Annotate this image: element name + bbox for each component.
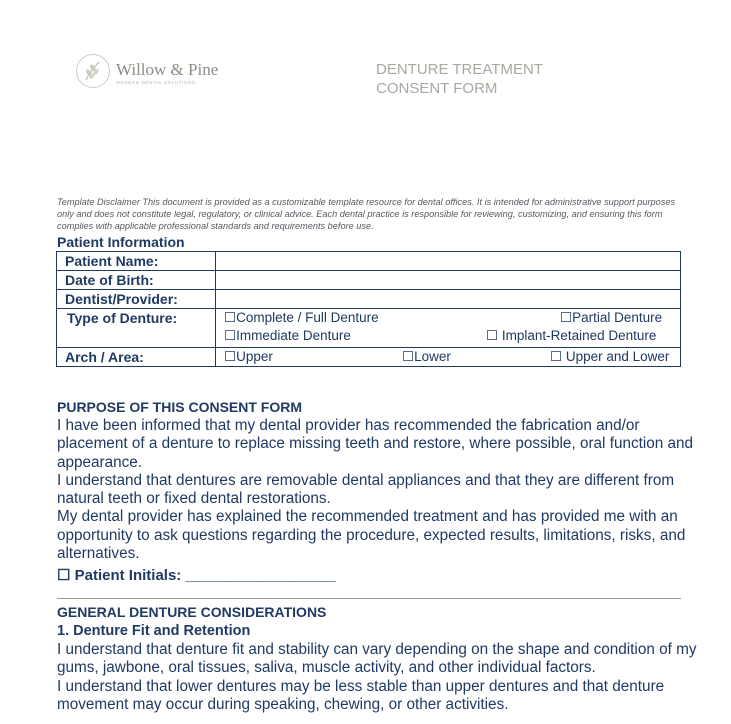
- general-considerations-heading: GENERAL DENTURE CONSIDERATIONS: [57, 604, 327, 620]
- immediate-denture-checkbox[interactable]: ☐Immediate Denture: [224, 328, 351, 343]
- table-row: [57, 309, 681, 348]
- lower-arch-checkbox[interactable]: ☐Lower: [402, 349, 451, 364]
- dob-field[interactable]: [216, 271, 681, 290]
- table-row: [57, 290, 681, 309]
- section-divider: [57, 598, 681, 599]
- form-title: [376, 60, 606, 98]
- dob-label: Date of Birth:: [57, 271, 216, 290]
- upper-arch-checkbox[interactable]: ☐Upper: [224, 349, 273, 364]
- patient-name-field[interactable]: [216, 252, 681, 271]
- brand-tagline: MODERN DENTAL SOLUTIONS: [116, 80, 196, 85]
- patient-info-heading: Patient Information: [57, 234, 185, 250]
- complete-denture-checkbox[interactable]: ☐Complete / Full Denture: [224, 310, 379, 325]
- purpose-heading: PURPOSE OF THIS CONSENT FORM: [57, 399, 303, 415]
- table-row: [57, 348, 681, 367]
- form-title-line1: DENTURE TREATMENT: [376, 61, 543, 78]
- arch-area-options: [216, 348, 681, 367]
- table-row: [57, 271, 681, 290]
- purpose-paragraph: I understand that dentures are removable dental appliances and that they are different from natural teeth or fixed dental restorations.: [57, 471, 675, 508]
- denture-type-label: Type of Denture:: [57, 309, 216, 348]
- general-paragraph: I understand that lower dentures may be less stable than upper dentures and that denture movement may occur during speaking, chewing, or other activities.: [57, 677, 665, 713]
- template-disclaimer: Template Disclaimer This document is provided as a customizable template resource for dental offices. It is intended for administrative support purposes only and does not constitute legal, regulatory, or clinical advice. Each dental practice is responsible for reviewing, customizing, and ensuring this form complies with applicable professional standards and requirements before use.: [57, 197, 676, 231]
- patient-initials-field[interactable]: ☐ Patient Initials: __________________: [57, 567, 336, 584]
- form-title-line2: CONSENT FORM: [376, 80, 498, 97]
- general-paragraph: I understand that denture fit and stability can vary depending on the shape and condition of my gums, jawbone, oral tissues, saliva, muscle activity, and other individual factors.: [57, 641, 697, 677]
- patient-name-label: Patient Name:: [57, 252, 216, 271]
- upper-and-lower-checkbox[interactable]: ☐ Upper and Lower: [550, 349, 670, 364]
- leaf-emblem-icon: [76, 54, 110, 88]
- table-row: [57, 252, 681, 271]
- purpose-body: [57, 417, 697, 563]
- purpose-paragraph: My dental provider has explained the recommended treatment and has provided me with an opportunity to ask questions regarding the procedure, expected results, limitations, risks, and alternatives.: [57, 508, 686, 563]
- denture-type-options: [216, 309, 681, 348]
- dentist-field[interactable]: [216, 290, 681, 309]
- practice-logo: [76, 54, 236, 94]
- dentist-label: Dentist/Provider:: [57, 290, 216, 309]
- general-body: [57, 641, 697, 714]
- implant-retained-denture-checkbox[interactable]: ☐ Implant-Retained Denture: [486, 328, 657, 343]
- fit-retention-subheading: 1. Denture Fit and Retention: [57, 623, 251, 639]
- partial-denture-checkbox[interactable]: ☐Partial Denture: [560, 310, 663, 325]
- brand-name: Willow & Pine: [116, 60, 219, 79]
- patient-info-table: [56, 251, 681, 367]
- arch-area-label: Arch / Area:: [57, 348, 216, 367]
- purpose-paragraph: I have been informed that my dental provider has recommended the fabrication and/or placement of a denture to replace missing teeth and restore, where possible, oral function and appearance.: [57, 417, 694, 471]
